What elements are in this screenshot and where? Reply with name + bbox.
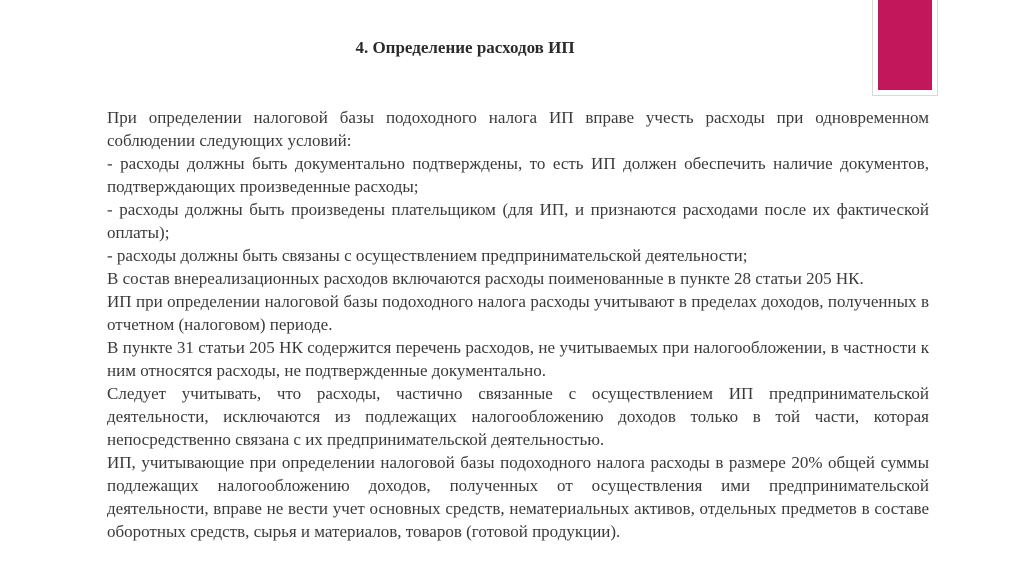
paragraph-condition-3: - расходы должны быть связаны с осуществлением предпринимательской деятельности; (107, 246, 748, 265)
paragraph-income-limits: ИП при определении налоговой базы подоходного налога расходы учитывают в пределах доходов, полученных в отчетном (налоговом) периоде. (107, 292, 929, 334)
paragraph-twenty-percent: ИП, учитывающие при определении налоговой базы подоходного налога расходы в размере 20% общей суммы подлежащих налогообложению доходов, полученных от осуществления ими предпринимательской деятельности, вправе не вести учет основных средств, нематериальных активов, отдельных предметов в составе оборотных средств, сырья и материалов, товаров (готовой продукции). (107, 453, 929, 541)
paragraph-intro: При определении налоговой базы подоходного налога ИП вправе учесть расходы при одновременном соблюдении следующих условий: (107, 108, 929, 150)
paragraph-partial-expenses: Следует учитывать, что расходы, частично связанные с осуществлением ИП предпринимательской деятельности, исключаются из подлежащих налогообложению доходов только в той части, которая непосредственно связана с их предпринимательской деятельностью. (107, 384, 929, 449)
paragraph-condition-1: - расходы должны быть документально подтверждены, то есть ИП должен обеспечить наличие документов, подтверждающих произведенные расходы; (107, 154, 929, 196)
paragraph-nonsales-expenses: В состав внереализационных расходов включаются расходы поименованные в пункте 28 статьи 205 НК. (107, 269, 864, 288)
page-title: 4. Определение расходов ИП (355, 38, 575, 57)
body-text (107, 106, 929, 543)
paragraph-condition-2: - расходы должны быть произведены плательщиком (для ИП, и признаются расходами после их фактической оплаты); (107, 200, 929, 242)
paragraph-non-deductible: В пункте 31 статьи 205 НК содержится перечень расходов, не учитываемых при налогообложении, в частности к ним относятся расходы, не подтвержденные документально. (107, 338, 929, 380)
